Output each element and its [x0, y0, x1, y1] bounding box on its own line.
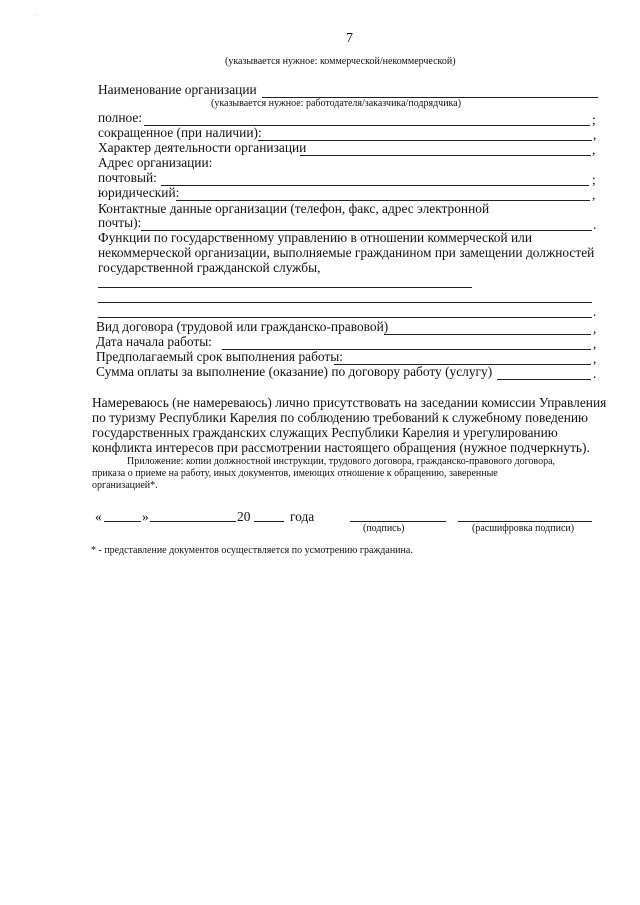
functions-line[interactable]	[98, 302, 592, 303]
postal-line[interactable]	[161, 185, 589, 186]
intent-text: конфликта интересов при рассмотрении настоящего обращения (нужное подчеркнуть).	[92, 440, 590, 455]
page-number: 7	[346, 31, 353, 46]
punct: ,	[592, 187, 596, 202]
payment-line[interactable]	[497, 379, 591, 380]
date-day-line[interactable]	[104, 521, 141, 522]
date-quote-open: «	[95, 509, 102, 524]
contacts-label-cont: почты):	[98, 215, 142, 230]
term-label: Предполагаемый срок выполнения работы:	[96, 349, 343, 364]
address-label: Адрес организации:	[98, 155, 213, 170]
date-quote-close: »	[142, 509, 149, 524]
punct: ;	[592, 172, 596, 187]
date-year-prefix: 20	[237, 509, 251, 524]
activity-label: Характер деятельности организации	[98, 140, 307, 155]
intent-text: государственных гражданских служащих Республики Карелия и урегулированию	[92, 425, 558, 440]
punct: ,	[593, 336, 597, 351]
postal-label: почтовый:	[98, 170, 157, 185]
intent-text: Намереваюсь (не намереваюсь) лично присутствовать на заседании комиссии Управления	[92, 395, 607, 410]
appendix-text: организацией*.	[92, 480, 158, 491]
date-year-suffix: года	[290, 509, 315, 524]
footnote: * - представление документов осуществляется по усмотрению гражданина.	[91, 545, 413, 556]
date-year-line[interactable]	[254, 521, 284, 522]
short-name-line[interactable]	[258, 140, 592, 141]
signature-caption: (подпись)	[363, 523, 405, 534]
org-name-label: Наименование организации	[98, 82, 257, 97]
org-type-note: (указывается нужное: коммерческой/некоммерческой)	[225, 56, 456, 67]
date-month-line[interactable]	[150, 521, 236, 522]
functions-text: государственной гражданской службы,	[98, 260, 321, 275]
activity-line[interactable]	[300, 155, 591, 156]
contract-type-label: Вид договора (трудовой или гражданско-правовой)	[96, 319, 389, 334]
signature-decode-caption: (расшифровка подписи)	[472, 523, 575, 534]
full-name-label: полное:	[98, 110, 143, 125]
functions-text: Функции по государственному управлению в отношении коммерческой или	[98, 230, 533, 245]
signature-decode-line[interactable]	[458, 521, 592, 522]
contract-type-line[interactable]	[384, 334, 591, 335]
punct: .	[593, 366, 597, 381]
punct: ,	[592, 142, 596, 157]
punct: ,	[593, 351, 597, 366]
start-date-label: Дата начала работы:	[96, 334, 212, 349]
scan-mark: . :	[33, 12, 38, 18]
functions-text: некоммерческой организации, выполняемые гражданином при замещении должностей	[98, 245, 595, 260]
legal-label: юридический:	[98, 185, 180, 200]
payment-label: Сумма оплаты за выполнение (оказание) по договору работу (услугу)	[96, 364, 493, 379]
signature-line[interactable]	[350, 521, 446, 522]
org-role-note: (указывается нужное: работодателя/заказчика/подрядчика)	[211, 98, 462, 109]
appendix-text: Приложение: копии должностной инструкции, трудового договора, гражданско-правового договора,	[127, 456, 556, 467]
intent-text: по туризму Республики Карелия по соблюдению требований к служебному поведению	[92, 410, 589, 425]
punct: ;	[592, 112, 596, 127]
punct: ,	[593, 321, 597, 336]
appendix-text: приказа о приеме на работу, иных документов, имеющих отношение к обращению, заверенные	[92, 468, 498, 479]
short-name-label: сокращенное (при наличии):	[98, 125, 262, 140]
punct: .	[593, 304, 597, 319]
contacts-label: Контактные данные организации (телефон, факс, адрес электронной	[98, 201, 490, 216]
punct: ,	[593, 127, 597, 142]
functions-line[interactable]	[98, 287, 472, 288]
punct: .	[593, 217, 597, 232]
functions-line[interactable]	[98, 317, 592, 318]
